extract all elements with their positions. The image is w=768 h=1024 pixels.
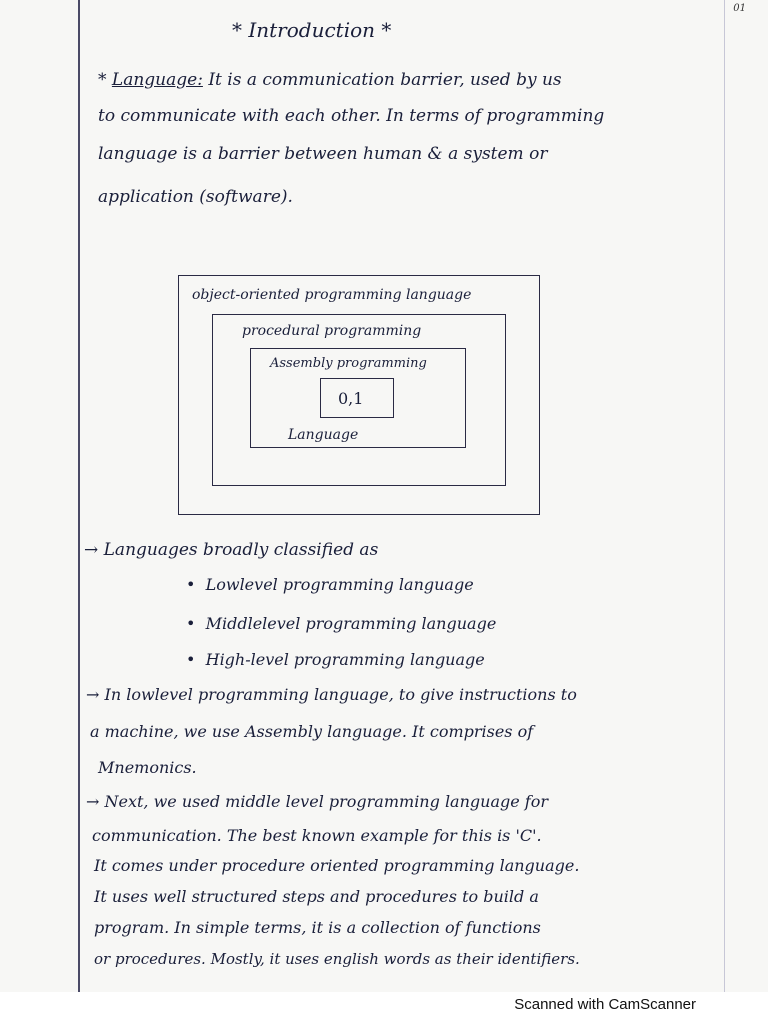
diagram-second-label: procedural programming xyxy=(242,323,422,339)
lowlevel-line-3: Mnemonics. xyxy=(98,758,197,777)
language-line-3: language is a barrier between human & a system or xyxy=(98,144,548,164)
margin-line xyxy=(78,0,80,992)
classified-intro: → Languages broadly classified as xyxy=(84,540,379,560)
footer-text: Scanned with CamScanner xyxy=(514,996,696,1013)
language-line-1 xyxy=(98,70,562,90)
language-line-2: to communicate with each other. In terms of programming xyxy=(98,106,605,126)
diagram-inner-value: 0,1 xyxy=(338,389,364,408)
diagram-outer-label: object-oriented programming language xyxy=(192,287,472,303)
page-number: 01 xyxy=(733,3,746,14)
list-item: • Middlelevel programming language xyxy=(186,614,497,633)
middle-line-6: or procedures. Mostly, it uses english words as their identifiers. xyxy=(94,950,580,968)
page-edge xyxy=(724,0,725,992)
middle-line-1: → Next, we used middle level programming language for xyxy=(86,792,548,811)
middle-line-2: communication. The best known example for this is 'C'. xyxy=(92,826,542,845)
language-line-4: application (software). xyxy=(98,187,293,207)
scan-footer xyxy=(0,992,768,1024)
middle-line-4: It uses well structured steps and procedures to build a xyxy=(94,887,539,906)
lowlevel-line-2: a machine, we use Assembly language. It comprises of xyxy=(90,722,534,741)
language-line-1-text: It is a communication barrier, used by us xyxy=(208,70,562,90)
lowlevel-line-1: → In lowlevel programming language, to give instructions to xyxy=(86,685,577,704)
language-term: Language: xyxy=(111,70,203,90)
list-item: • Lowlevel programming language xyxy=(186,575,474,594)
middle-line-3: It comes under procedure oriented programming language. xyxy=(94,856,580,875)
middle-line-5: program. In simple terms, it is a collection of functions xyxy=(94,918,541,937)
diagram-bottom-label: Language xyxy=(288,427,359,443)
diagram-third-label: Assembly programming xyxy=(270,356,427,371)
bullet-star: * xyxy=(98,70,112,90)
page-title: * Introduction * xyxy=(232,18,392,42)
list-item: • High-level programming language xyxy=(186,650,485,669)
